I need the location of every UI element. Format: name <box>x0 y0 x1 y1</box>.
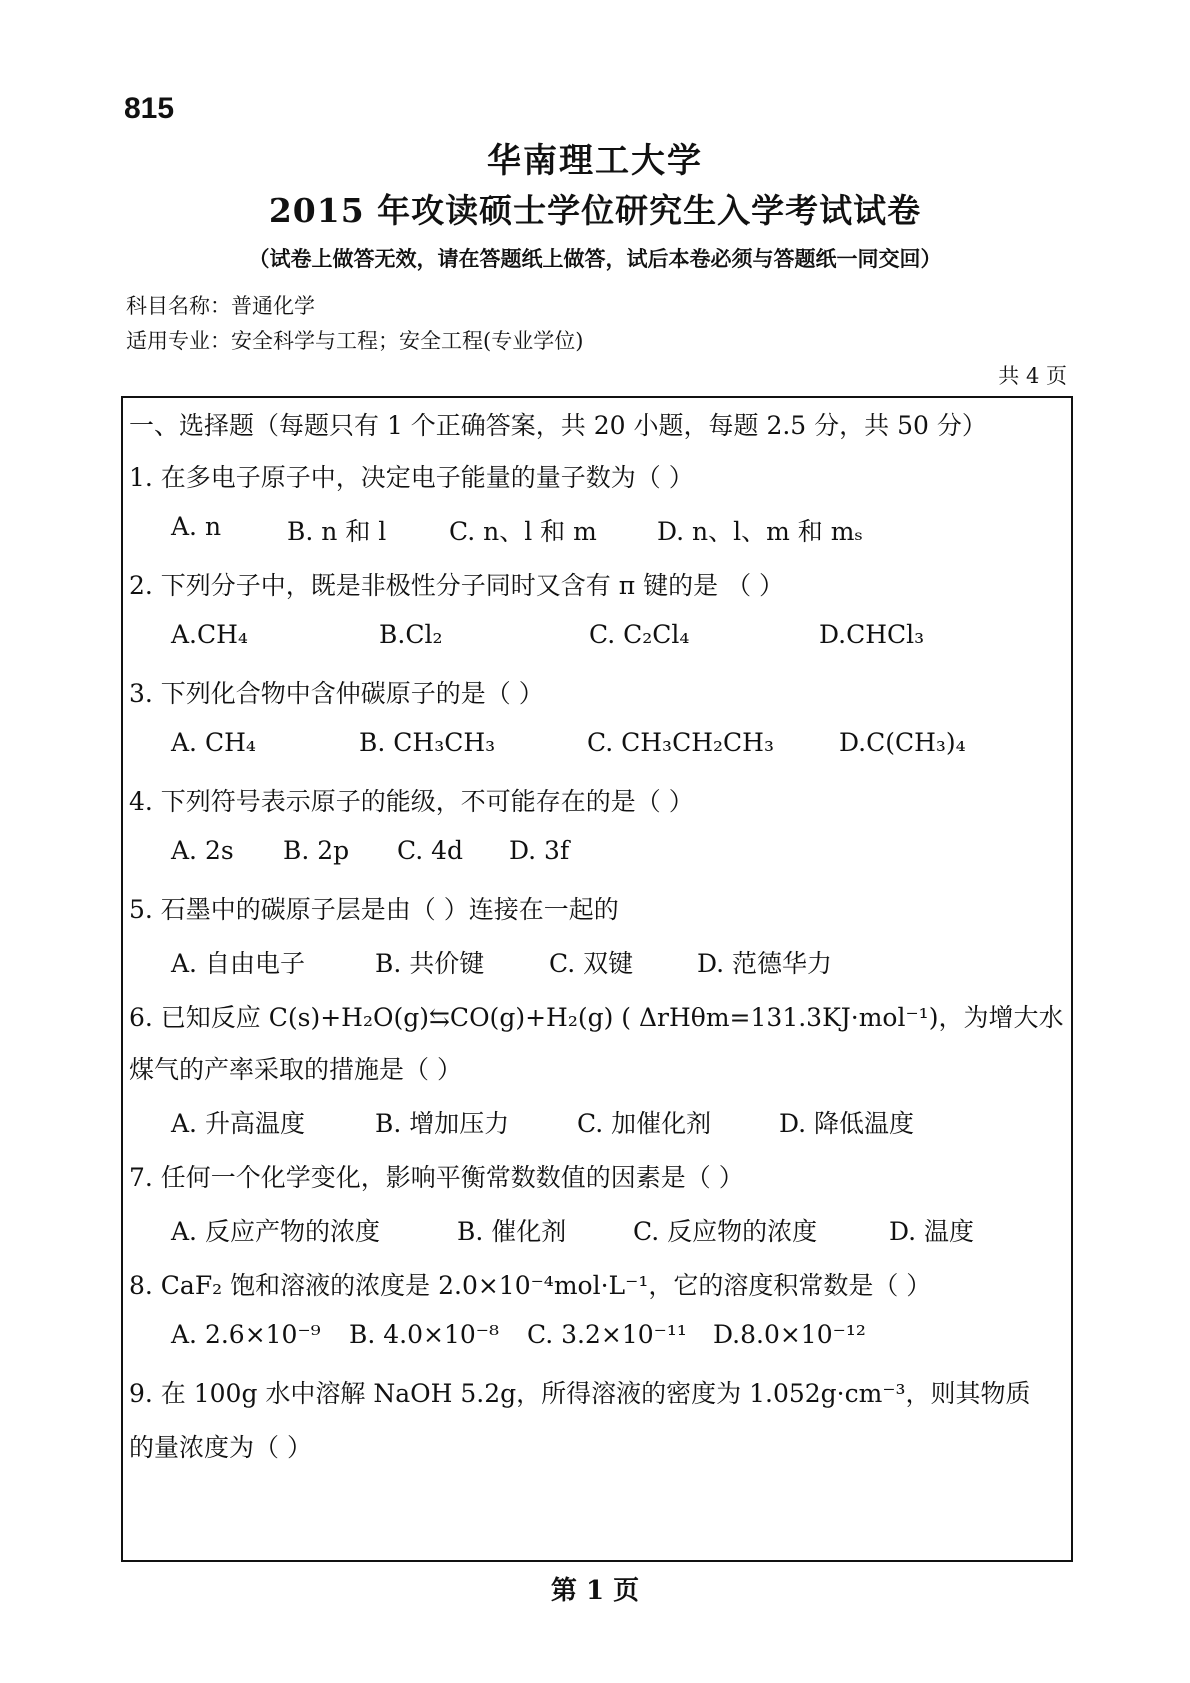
option-b: B. 催化剂 <box>457 1217 567 1246</box>
option-a: A.CH₄ <box>171 620 248 649</box>
question-6: 6. 已知反应 C(s)+H₂O(g)⇆CO(g)+H₂(g) ( ΔrHθm=131.3KJ·mol⁻¹)，为增大水 <box>129 1003 1064 1032</box>
option-a: A. 2.6×10⁻⁹ <box>171 1320 321 1349</box>
total-pages: 共 4 页 <box>998 364 1067 388</box>
question-box <box>121 396 1073 1562</box>
page-number: 第 1 页 <box>550 1576 640 1606</box>
question-7: 7. 任何一个化学变化，影响平衡常数数值的因素是（ ） <box>129 1163 744 1192</box>
option-b: B. n 和 l <box>287 517 387 546</box>
option-a: A. 升高温度 <box>171 1109 305 1138</box>
question-4: 4. 下列符号表示原子的能级，不可能存在的是（ ） <box>129 787 694 816</box>
option-d: D. 降低温度 <box>779 1109 915 1138</box>
option-b: B. CH₃CH₃ <box>359 728 496 757</box>
question-3: 3. 下列化合物中含仲碳原子的是（ ） <box>129 679 544 708</box>
option-d: D. n、l、m 和 mₛ <box>657 517 863 546</box>
option-d: D.CHCl₃ <box>819 620 925 649</box>
question-9-continued: 的量浓度为（ ） <box>129 1433 312 1462</box>
exam-notice: （试卷上做答无效，请在答题纸上做答，试后本卷必须与答题纸一同交回） <box>248 246 942 271</box>
exam-title: 2015 年攻读硕士学位研究生入学考试试卷 <box>268 191 922 230</box>
option-d: D. 温度 <box>889 1217 975 1246</box>
question-6-continued: 煤气的产率采取的措施是（ ） <box>129 1055 462 1084</box>
option-c: C. 3.2×10⁻¹¹ <box>527 1320 687 1349</box>
option-c: C. n、l 和 m <box>449 517 597 546</box>
university-name: 华南理工大学 <box>487 141 703 181</box>
option-c: C. C₂Cl₄ <box>589 620 690 649</box>
option-b: B. 共价键 <box>375 949 485 978</box>
subject-name: 科目名称：普通化学 <box>126 294 315 318</box>
section-title: 一、选择题（每题只有 1 个正确答案，共 20 小题，每题 2.5 分，共 50 分） <box>129 411 987 440</box>
option-a: A. 反应产物的浓度 <box>171 1217 380 1246</box>
question-1: 1. 在多电子原子中，决定电子能量的量子数为（ ） <box>129 463 694 492</box>
option-a: A. n <box>171 512 222 541</box>
option-c: C. 反应物的浓度 <box>633 1217 818 1246</box>
applicable-major: 适用专业：安全科学与工程；安全工程(专业学位) <box>126 329 584 353</box>
question-9: 9. 在 100g 水中溶解 NaOH 5.2g，所得溶液的密度为 1.052g·cm⁻³，则其物质 <box>129 1379 1031 1408</box>
option-b: B. 2p <box>283 836 350 865</box>
option-a: A. 自由电子 <box>171 949 305 978</box>
option-b: B. 增加压力 <box>375 1109 510 1138</box>
option-c: C. 4d <box>397 836 464 865</box>
question-8: 8. CaF₂ 饱和溶液的浓度是 2.0×10⁻⁴mol·L⁻¹，它的溶度积常数是（ ） <box>129 1271 932 1300</box>
option-a: A. 2s <box>171 836 234 865</box>
option-b: B.Cl₂ <box>379 620 443 649</box>
option-c: C. 双键 <box>549 949 634 978</box>
option-d: D.C(CH₃)₄ <box>839 728 966 757</box>
option-a: A. CH₄ <box>171 728 256 757</box>
option-b: B. 4.0×10⁻⁸ <box>349 1320 499 1349</box>
option-d: D. 范德华力 <box>697 949 833 978</box>
option-c: C. CH₃CH₂CH₃ <box>587 728 774 757</box>
question-5: 5. 石墨中的碳原子层是由（ ）连接在一起的 <box>129 895 619 924</box>
option-c: C. 加催化剂 <box>577 1109 712 1138</box>
option-d: D. 3f <box>509 836 570 865</box>
question-2: 2. 下列分子中，既是非极性分子同时又含有 π 键的是 （ ） <box>129 571 785 600</box>
exam-code: 815 <box>124 92 175 125</box>
option-d: D.8.0×10⁻¹² <box>713 1320 866 1349</box>
